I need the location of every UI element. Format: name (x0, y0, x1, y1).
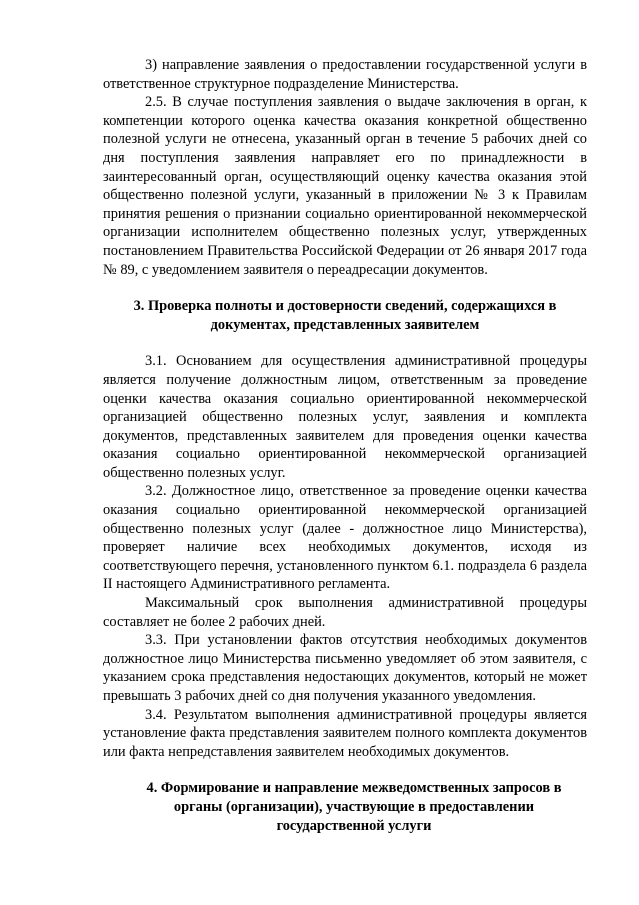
paragraph-3-3: 3.3. При установлении фактов отсутствия необходимых документов должностное лицо Министерства письменно уведомляет об этом заявителя, с указанием срока представления недостающих документов, который не может превышать 3 рабочих дней со дня получения указанного уведомления. (103, 632, 587, 704)
paragraph-3-4: 3.4. Результатом выполнения административной процедуры является установление факта представления заявителем полного комплекта документов или факта непредставления заявителем необходимых документов. (103, 706, 587, 760)
paragraph-2-5: 2.5. В случае поступления заявления о выдаче заключения в орган, к компетенции которого оценка качества оказания конкретной общественно полезной услуги не отнесена, указанный орган в течение 5 рабочих дней со дня поступления заявления направляет его по принадлежности в заинтересованный орган, осуществляющий оценку качества оказания этой общественно полезной услуги, указанный в приложении № 3 к Правилам принятия решения о признании социально ориентированной некоммерческой организации исполнителем общественно полезных услуг, утвержденных постановлением Правительства Российской Федерации от 26 января 2017 года № 89, с уведомлением заявителя о переадресации документов. (103, 94, 587, 278)
document-page (103, 56, 587, 835)
section-heading-3: 3. Проверка полноты и достоверности сведений, содержащихся в документах, представленных заявителем (133, 298, 557, 333)
paragraph-3-2: 3.2. Должностное лицо, ответственное за проведение оценки качества оказания социально ориентированной некоммерческой организацией общественно полезных услуг (далее - должностное лицо Министерства), проверяет наличие всех необходимых документов, исходя из соответствующего перечня, установленного пунктом 6.1. подраздела 6 раздела II настоящего Административного регламента. (103, 483, 587, 593)
section-heading-4: 4. Формирование и направление межведомственных запросов в органы (организации), участвующие в предоставлении государственной услуги (146, 780, 562, 834)
paragraph-3-1: 3.1. Основанием для осуществления административной процедуры является получение должностным лицом, ответственным за проведение оценки качества оказания социально ориентированной некоммерческой организацией общественно полезных услуг, заявления и комплекта документов, представленных заявителем для проведения оценки качества оказания социально ориентированной некоммерческой организацией общественно полезных услуг. (103, 353, 587, 481)
paragraph-item-3: 3) направление заявления о предоставлении государственной услуги в ответственное структурное подразделение Министерства. (103, 57, 587, 92)
paragraph-max-term: Максимальный срок выполнения административной процедуры составляет не более 2 рабочих дней. (103, 595, 587, 630)
